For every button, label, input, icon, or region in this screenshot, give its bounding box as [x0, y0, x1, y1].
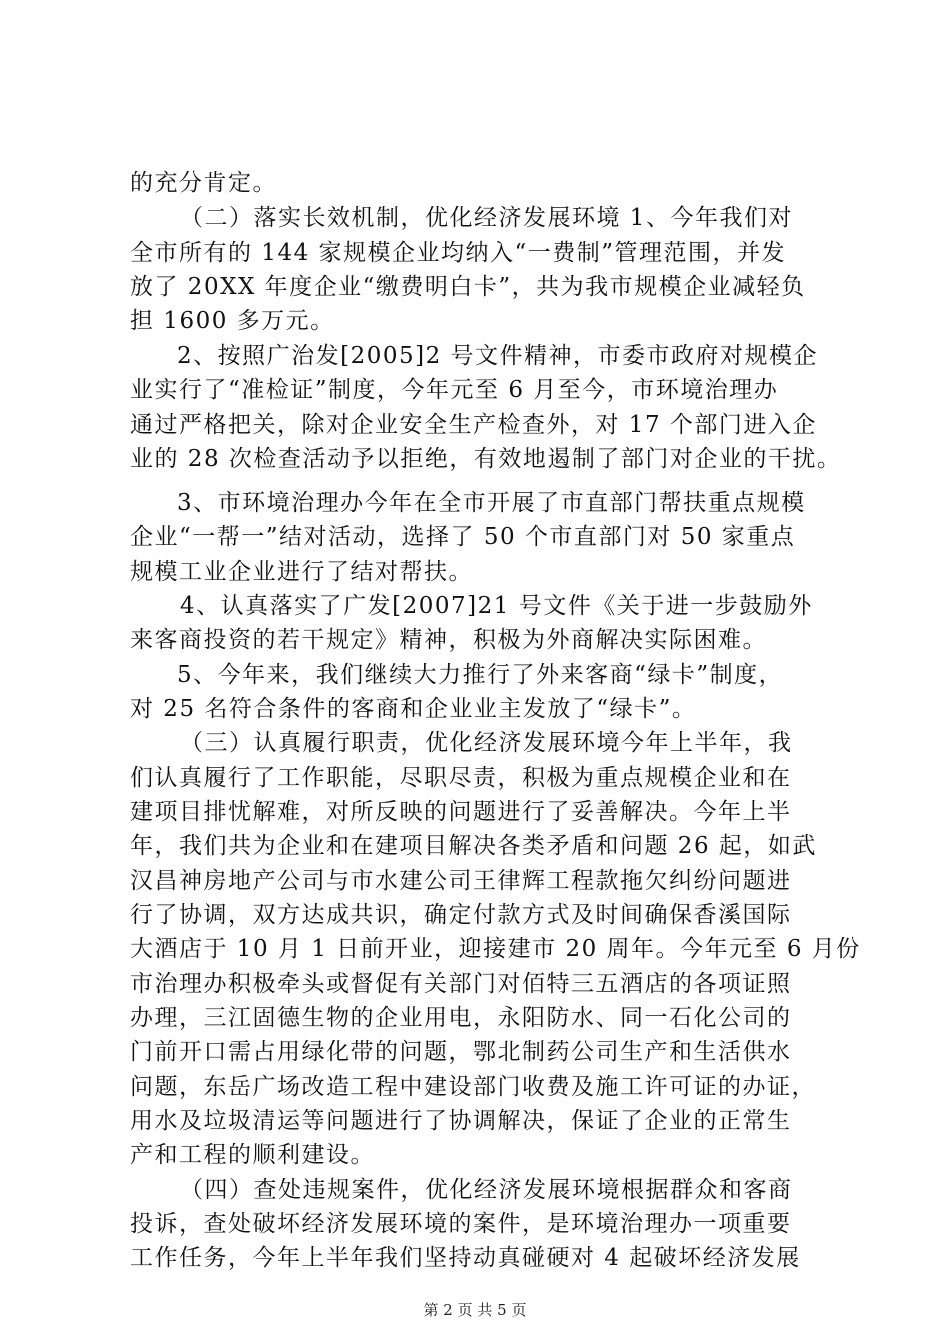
text-line: 汉昌神房地产公司与市水建公司王律辉工程款拖欠纠纷问题进	[130, 868, 792, 894]
text-line: 业实行了“准检证”制度，今年元至 6 月至今，市环境治理办	[130, 377, 779, 403]
text-line: （三）认真履行职责，优化经济发展环境今年上半年，我	[180, 730, 793, 756]
page-number: 第 2 页 共 5 页	[423, 1301, 527, 1319]
text-line: 大酒店于 10 月 1 日前开业，迎接建市 20 周年。今年元至 6 月份	[130, 936, 861, 962]
text-line: 建项目排忧解难，对所反映的问题进行了妥善解决。今年上半	[130, 799, 792, 825]
text-line: 投诉，查处破坏经济发展环境的案件，是环境治理办一项重要	[130, 1211, 792, 1237]
text-line: 放了 20XX 年度企业“缴费明白卡”，共为我市规模企业减轻负	[130, 274, 806, 300]
text-line: 5、今年来，我们继续大力推行了外来客商“绿卡”制度，	[177, 662, 784, 688]
text-line: 年，我们共为企业和在建项目解决各类矛盾和问题 26 起，如武	[130, 833, 817, 859]
text-line: 办理，三江固德生物的企业用电，永阳防水、同一石化公司的	[130, 1005, 792, 1031]
text-line: 用水及垃圾清运等问题进行了协调解决，保证了企业的正常生	[130, 1108, 792, 1134]
text-line: 4、认真落实了广发[2007]21 号文件《关于进一步鼓励外	[180, 593, 813, 619]
text-line: 对 25 名符合条件的客商和企业业主发放了“绿卡”。	[130, 696, 697, 722]
text-line: 问题，东岳广场改造工程中建设部门收费及施工许可证的办证，	[130, 1074, 816, 1100]
text-line: 规模工业企业进行了结对帮扶。	[130, 559, 473, 585]
page-footer	[0, 1300, 950, 1320]
text-line: （四）查处违规案件，优化经济发展环境根据群众和客商	[180, 1177, 793, 1203]
text-line: 企业“一帮一”结对活动，选择了 50 个市直部门对 50 家重点	[130, 524, 796, 550]
text-line: 3、市环境治理办今年在全市开展了市直部门帮扶重点规模	[177, 490, 806, 516]
text-line: 担 1600 多万元。	[130, 308, 335, 334]
text-line: 门前开口需占用绿化带的问题，鄂北制药公司生产和生活供水	[130, 1039, 792, 1065]
text-line: 全市所有的 144 家规模企业均纳入“一费制”管理范围，并发	[130, 240, 787, 266]
text-line: 业的 28 次检查活动予以拒绝，有效地遏制了部门对企业的干扰。	[130, 446, 842, 472]
text-line: 产和工程的顺利建设。	[130, 1142, 375, 1168]
text-line: （二）落实长效机制，优化经济发展环境 1、今年我们对	[180, 205, 793, 231]
text-line: 们认真履行了工作职能，尽职尽责，积极为重点规模企业和在	[130, 765, 792, 791]
text-line: 通过严格把关，除对企业安全生产检查外，对 17 个部门进入企	[130, 412, 817, 438]
text-line: 市治理办积极牵头或督促有关部门对佰特三五酒店的各项证照	[130, 971, 792, 997]
text-line: 2、按照广治发[2005]2 号文件精神，市委市政府对规模企	[177, 343, 819, 369]
text-line: 行了协调，双方达成共识，确定付款方式及时间确保香溪国际	[130, 902, 792, 928]
text-line: 来客商投资的若干规定》精神，积极为外商解决实际困难。	[130, 627, 767, 653]
text-line: 的充分肯定。	[130, 170, 277, 196]
text-line: 工作任务，今年上半年我们坚持动真碰硬对 4 起破坏经济发展	[130, 1245, 801, 1271]
